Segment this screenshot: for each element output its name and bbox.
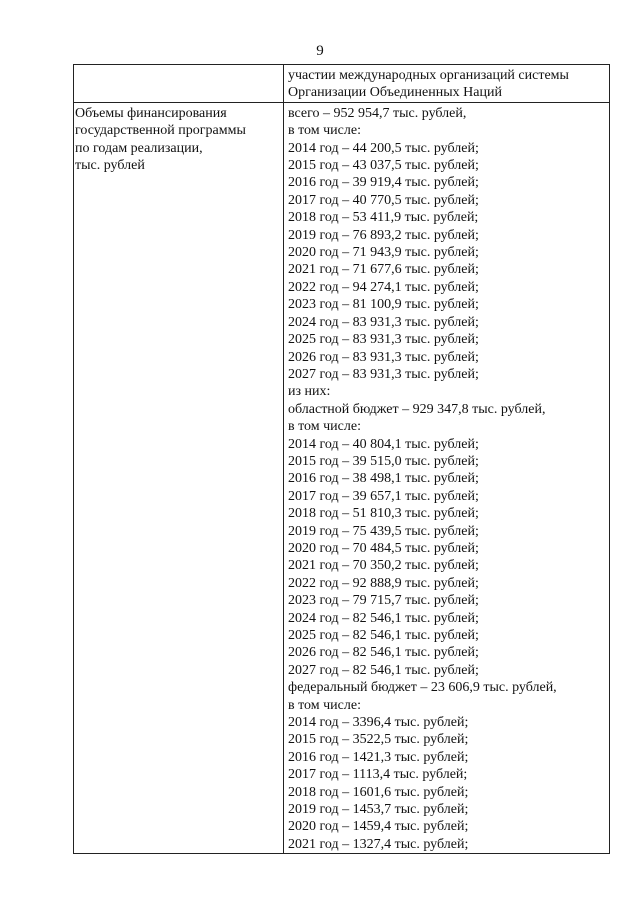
funding-line: всего – 952 954,7 тыс. рублей, <box>288 105 467 121</box>
funding-line: 2017 год – 40 770,5 тыс. рублей; <box>288 192 479 208</box>
label-line: Объемы финансирования <box>75 105 227 121</box>
funding-line: 2021 год – 71 677,6 тыс. рублей; <box>288 262 479 278</box>
passport-table <box>73 64 610 854</box>
financing-label <box>74 103 283 175</box>
funding-line: 2020 год – 71 943,9 тыс. рублей; <box>288 245 479 261</box>
funding-line: 2022 год – 94 274,1 тыс. рублей; <box>288 279 479 295</box>
funding-line: 2026 год – 83 931,3 тыс. рублей; <box>288 349 479 365</box>
funding-line: областной бюджет – 929 347,8 тыс. рублей, <box>288 401 546 417</box>
funding-line: 2017 год – 1113,4 тыс. рублей; <box>288 767 468 783</box>
funding-line: 2014 год – 44 200,5 тыс. рублей; <box>288 140 479 156</box>
top-left-text <box>74 65 283 67</box>
funding-line: 2027 год – 83 931,3 тыс. рублей; <box>288 366 479 382</box>
funding-line: 2019 год – 76 893,2 тыс. рублей; <box>288 227 479 243</box>
funding-line: 2024 год – 82 546,1 тыс. рублей; <box>288 610 479 626</box>
funding-line: 2017 год – 39 657,1 тыс. рублей; <box>288 488 479 504</box>
page-number: 9 <box>316 43 324 59</box>
funding-line: 2019 год – 1453,7 тыс. рублей; <box>288 802 469 818</box>
funding-line: 2021 год – 1327,4 тыс. рублей; <box>288 836 469 852</box>
funding-line: 2015 год – 43 037,5 тыс. рублей; <box>288 158 479 174</box>
funding-line: 2018 год – 1601,6 тыс. рублей; <box>288 784 469 800</box>
funding-line: 2020 год – 70 484,5 тыс. рублей; <box>288 540 479 556</box>
funding-line: 2019 год – 75 439,5 тыс. рублей; <box>288 523 479 539</box>
funding-line: 2016 год – 1421,3 тыс. рублей; <box>288 749 469 765</box>
funding-line: 2018 год – 51 810,3 тыс. рублей; <box>288 506 479 522</box>
funding-line: 2016 год – 39 919,4 тыс. рублей; <box>288 175 479 191</box>
table-row-continuation <box>74 65 610 103</box>
label-line: тыс. рублей <box>75 158 145 174</box>
financing-label-cell <box>74 102 284 853</box>
funding-line: 2026 год – 82 546,1 тыс. рублей; <box>288 645 479 661</box>
funding-line: федеральный бюджет – 23 606,9 тыс. рублей, <box>288 680 557 696</box>
funding-line: 2022 год – 92 888,9 тыс. рублей; <box>288 575 479 591</box>
text-line: Организации Объединенных Наций <box>288 85 502 101</box>
label-line: по годам реализации, <box>75 140 203 156</box>
top-right-text <box>284 65 609 102</box>
funding-line: 2021 год – 70 350,2 тыс. рублей; <box>288 558 479 574</box>
top-right-cell <box>284 65 610 103</box>
table-row-financing <box>74 102 610 853</box>
funding-line: 2015 год – 3522,5 тыс. рублей; <box>288 732 469 748</box>
funding-line: 2025 год – 82 546,1 тыс. рублей; <box>288 628 479 643</box>
funding-line: 2023 год – 79 715,7 тыс. рублей; <box>288 593 479 609</box>
funding-line: 2018 год – 53 411,9 тыс. рублей; <box>288 210 479 226</box>
funding-line: в том числе: <box>288 419 361 435</box>
financing-values <box>284 103 609 853</box>
label-line: государственной программы <box>75 123 246 139</box>
text-line: участии международных организаций системы <box>288 68 569 83</box>
funding-line: 2023 год – 81 100,9 тыс. рублей; <box>288 297 479 313</box>
funding-line: из них: <box>288 384 331 400</box>
funding-line: 2025 год – 83 931,3 тыс. рублей; <box>288 332 479 348</box>
funding-line: 2015 год – 39 515,0 тыс. рублей; <box>288 453 479 469</box>
funding-line: 2027 год – 82 546,1 тыс. рублей; <box>288 662 479 678</box>
funding-line: 2014 год – 3396,4 тыс. рублей; <box>288 715 469 731</box>
funding-line: в том числе: <box>288 123 361 139</box>
funding-line: в том числе: <box>288 697 361 713</box>
funding-line: 2024 год – 83 931,3 тыс. рублей; <box>288 314 479 330</box>
financing-values-cell <box>284 102 610 853</box>
funding-line: 2020 год – 1459,4 тыс. рублей; <box>288 819 469 835</box>
funding-line: 2014 год – 40 804,1 тыс. рублей; <box>288 436 479 452</box>
funding-line: 2016 год – 38 498,1 тыс. рублей; <box>288 471 479 487</box>
top-left-cell <box>74 65 284 103</box>
